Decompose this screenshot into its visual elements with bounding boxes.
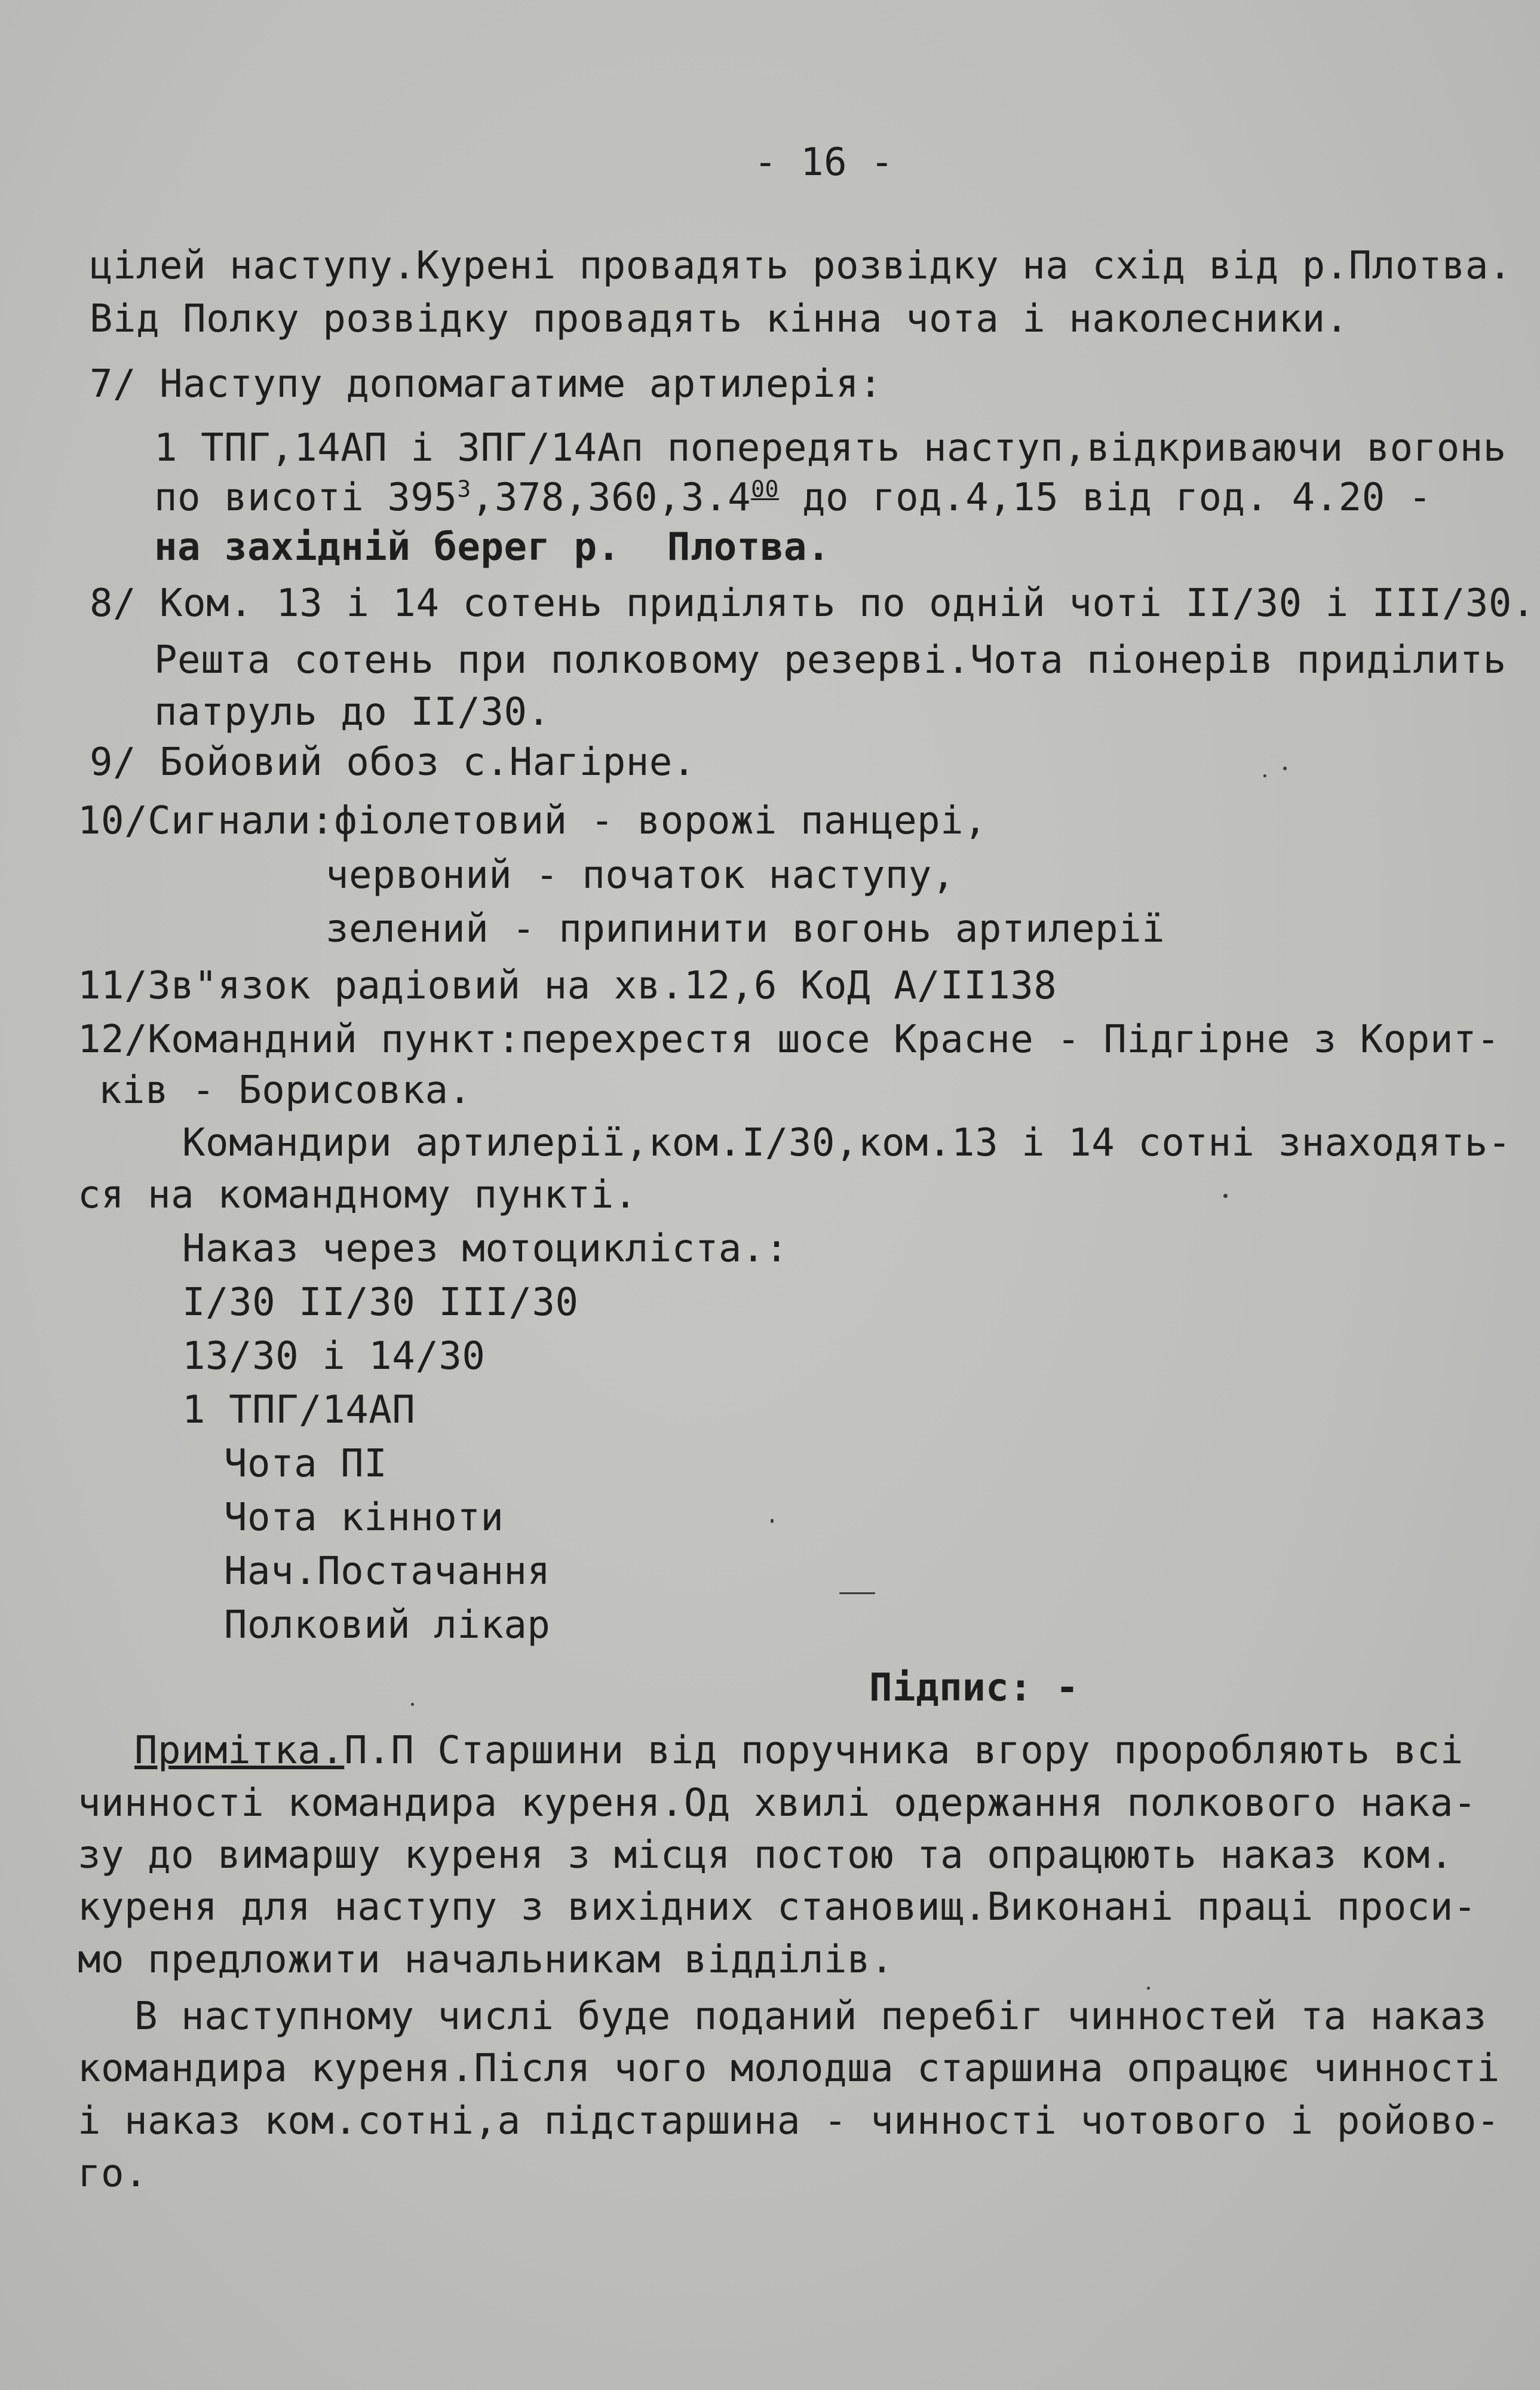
distribution-item-5: Чота кінноти xyxy=(224,1496,504,1540)
text-line-9: патруль до II/30. xyxy=(154,690,551,734)
text-line-5b: ,378,360,3.4 xyxy=(471,476,751,520)
text-line-2: Від Полку розвідку провадять кінна чота і наколесники. xyxy=(90,297,1349,341)
item-11: 11/Зв"язок радіовий на хв.12,6 КоД А/II138 xyxy=(78,964,1057,1008)
signal-green: зелений - припинити вогонь артилерії xyxy=(326,907,1165,951)
distribution-item-2: 13/30 і 14/30 xyxy=(182,1334,486,1378)
paragraph-line-4: го. xyxy=(78,2152,148,2196)
scan-speck xyxy=(1283,767,1287,770)
text-line-16: ків - Борисовка. xyxy=(99,1068,472,1113)
paragraph-line-3: і наказ ком.сотні,а підстаршина - чинності чотового і ройово- xyxy=(78,2099,1500,2143)
scan-speck xyxy=(771,1519,774,1523)
note-line-4: куреня для наступу з вихідних становищ.Виконані праці проси- xyxy=(78,1885,1477,1929)
signal-red: червоний - початок наступу, xyxy=(326,853,955,897)
superscript: 3 xyxy=(457,476,471,502)
text-line-17: Командири артилерії,ком.I/30,ком.13 і 14 сотні знаходять- xyxy=(182,1121,1511,1165)
item-7: 7/ Наступу допомагатиме артилерія: xyxy=(90,362,883,406)
note-line-5: мо предложити начальникам відділів. xyxy=(78,1938,894,1982)
page-number: - 16 - xyxy=(754,140,894,185)
scan-speck xyxy=(1263,774,1266,777)
scan-mark xyxy=(839,1592,875,1594)
distribution-item-1: I/30 II/30 III/30 xyxy=(182,1280,579,1325)
text-line-5a: по висоті 395 xyxy=(154,476,458,520)
distribution-item-4: Чота ПІ xyxy=(224,1442,388,1486)
note-text: П.П Старшини від поручника вгору проробляють всі xyxy=(344,1729,1464,1773)
text-line-8: Решта сотень при полковому резерві.Чота піонерів приділить xyxy=(154,638,1507,682)
text-line-6: на західній берег р. Плотва. xyxy=(154,525,830,569)
note-line-3: зу до вимаршу куреня з місця постою та опрацюють наказ ком. xyxy=(78,1833,1453,1877)
item-9: 9/ Бойовий обоз с.Нагірне. xyxy=(90,740,696,785)
distribution-header: Наказ через мотоцикліста.: xyxy=(182,1227,789,1271)
paragraph-line-2: командира куреня.Після чого молодша старшина опрацює чинності xyxy=(78,2046,1500,2091)
text-line-4: 1 ТПГ,14АП і ЗПГ/14Ап попередять наступ,відкриваючи вогонь xyxy=(154,426,1507,470)
paragraph-line-1: В наступному числі буде поданий перебіг чинностей та наказ xyxy=(134,1994,1487,2039)
scan-speck xyxy=(1223,1194,1228,1198)
text-line-5 xyxy=(154,474,1432,522)
note-line-2: чинності командира куреня.Од хвилі одержання полкового нака- xyxy=(78,1781,1477,1825)
item-8: 8/ Ком. 13 і 14 сотень приділять по одній чоті II/30 і III/30. xyxy=(90,581,1535,626)
item-12: 12/Командний пункт:перехрестя шосе Красне - Підгірне з Корит- xyxy=(78,1018,1500,1062)
item-10: 10/Сигнали:фіолетовий - ворожі панцері, xyxy=(78,799,987,843)
scan-speck xyxy=(1147,1987,1150,1990)
text-line-18: ся на командному пункті. xyxy=(78,1173,637,1217)
signature-label: Підпис: - xyxy=(869,1666,1079,1710)
scan-speck xyxy=(411,1703,414,1706)
text-line-1: цілей наступу.Курені провадять розвідку на схід від р.Плотва. xyxy=(90,244,1512,288)
note-label: Примітка. xyxy=(134,1729,345,1773)
note-line-1 xyxy=(134,1727,1464,1775)
distribution-item-3: 1 ТПГ/14АП xyxy=(182,1388,416,1432)
distribution-item-7: Полковий лікар xyxy=(224,1603,551,1647)
distribution-item-6: Нач.Постачання xyxy=(224,1549,551,1594)
superscript-underlined: 00 xyxy=(751,476,779,502)
text-line-5c: до год.4,15 від год. 4.20 - xyxy=(778,476,1432,520)
